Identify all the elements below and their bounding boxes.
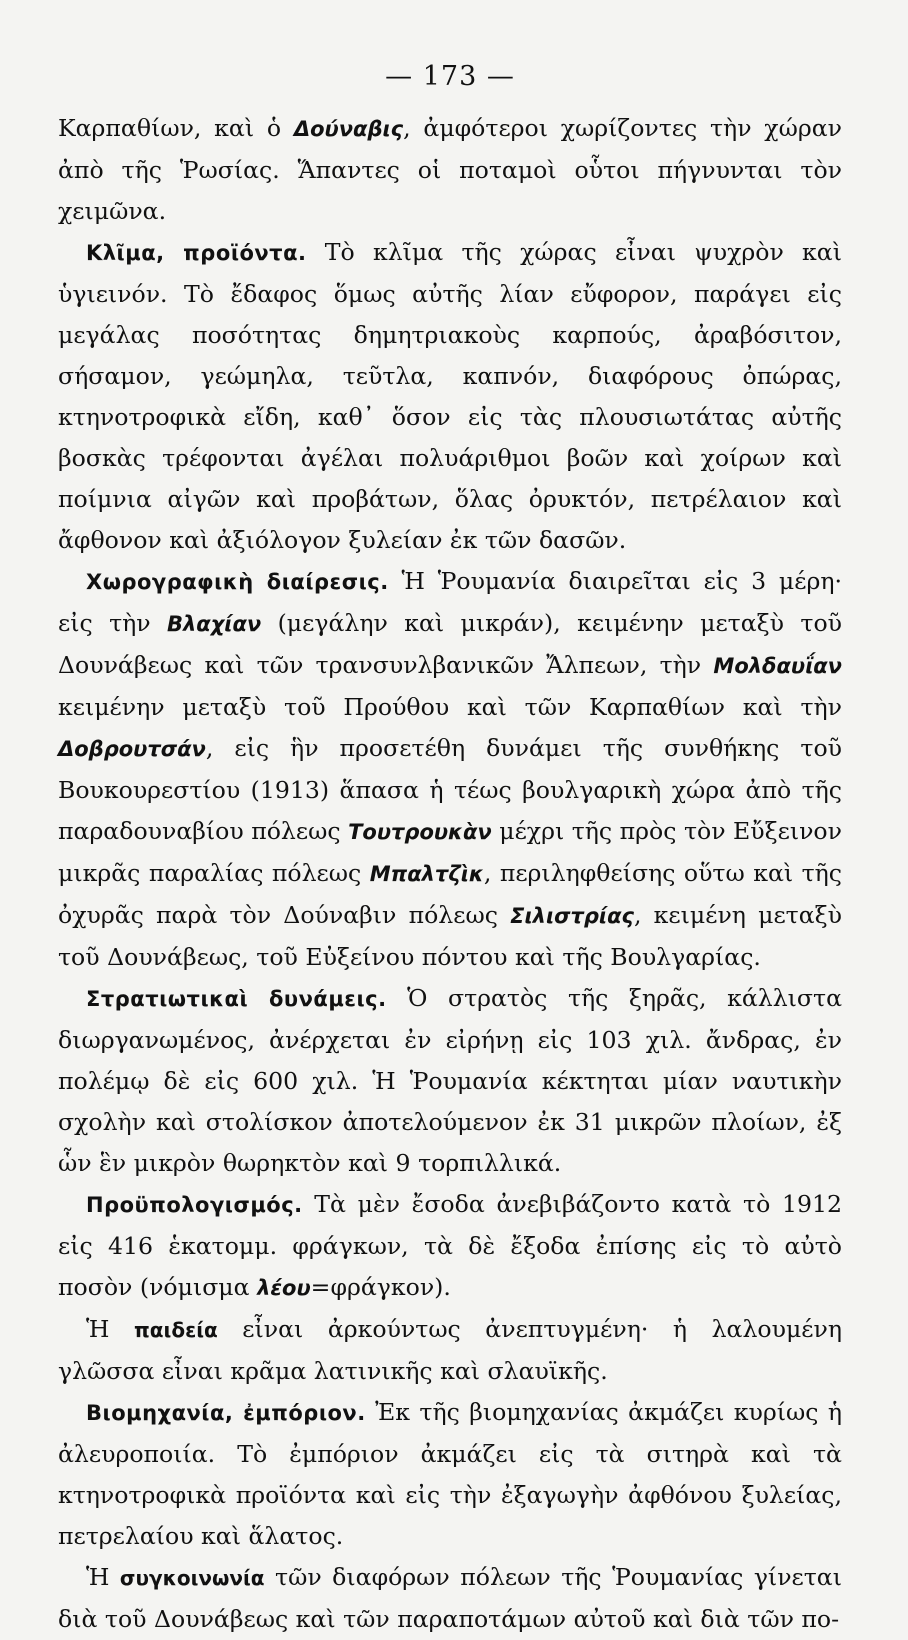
paragraph-p7 <box>58 1392 842 1557</box>
text-run: Τὰ μὲν ἔσοδα ἀνεβιβάζοντο κατὰ τὸ 1912 εἰς 416 ἑκατομμ. φράγκων, τὰ δὲ ἔξοδα ἐπίσης εἰς τὸ αὐτὸ ποσὸν (νόμισμα <box>58 1190 842 1301</box>
paragraph-p3 <box>58 561 842 978</box>
emphasized-term: συγκοινωνία <box>119 1566 265 1590</box>
place-name: Μπαλτζὶκ <box>369 862 484 886</box>
section-heading: Προϋπολογισμός. <box>86 1193 303 1217</box>
section-heading: Βιομηχανία, ἐμπόριον. <box>86 1401 366 1425</box>
text-run: Ἡ <box>86 1563 120 1591</box>
text-run: Ἡ <box>86 1315 134 1343</box>
place-name: Μολδαυΐαν <box>713 654 842 678</box>
paragraph-p1 <box>58 108 842 232</box>
text-run: Καρπαθίων, καὶ ὁ <box>58 114 294 142</box>
emphasized-term: παιδεία <box>133 1318 218 1342</box>
paragraph-p6 <box>58 1309 842 1392</box>
text-run: Ὁ στρατὸς τῆς ξηρᾶς, κάλλιστα διωργανωμένος, ἀνέρχεται ἐν εἰρήνῃ εἰς 103 χιλ. ἄνδρας, ἐν πολέμῳ δὲ εἰς 600 χιλ. Ἡ Ῥουμανία κέκτηται μίαν ναυτικὴν σχολὴν καὶ στολίσκον ἀποτελούμενον ἐκ 31 μικρῶν πλοίων, ἐξ ὧν ἓν μικρὸν θωρηκτὸν καὶ 9 τορπιλλικά. <box>58 984 843 1177</box>
text-run: Ἡ Ῥουμανία διαιρεῖται εἰς 3 μέρη· εἰς τὴν <box>58 567 842 637</box>
text-run: =φράγκον). <box>310 1273 451 1301</box>
paragraph-p4 <box>58 978 842 1184</box>
text-run: Ἐκ τῆς βιομηχανίας ἀκμάζει κυρίως ἡ ἀλευροποιία. Τὸ ἐμπόριον ἀκμάζει εἰς τὰ σιτηρὰ καὶ τὰ κτηνοτροφικὰ προϊόντα καὶ εἰς τὴν ἐξαγωγὴν ἀφθόνου ξυλείας, πετρελαίου καὶ ἅλατος. <box>58 1398 842 1550</box>
text-run: μέχρι τῆς πρὸς τὸν Εὔξεινον μικρᾶς παραλίας πόλεως <box>58 817 842 887</box>
body-text <box>58 108 842 1640</box>
place-name: λέου <box>257 1276 311 1300</box>
text-run: κειμένην μεταξὺ τοῦ Προύθου καὶ τῶν Καρπαθίων καὶ τὴν <box>58 693 842 721</box>
paragraph-p5 <box>58 1184 842 1309</box>
text-run: , περιληφθείσης οὕτω καὶ τῆς ὀχυρᾶς παρὰ τὸν Δούναβιν πόλεως <box>58 859 842 929</box>
place-name: Δούναβις <box>293 117 404 141</box>
section-heading: Στρατιωτικαὶ δυνάμεις. <box>86 987 387 1011</box>
place-name: Τουτρουκὰν <box>348 820 492 844</box>
paragraph-p8 <box>58 1557 842 1640</box>
section-heading: Κλῖμα, προϊόντα. <box>86 241 307 265</box>
section-heading: Χωρογραφικὴ διαίρεσις. <box>86 570 389 594</box>
text-run: (μεγάλην καὶ μικράν), κειμένην μεταξὺ τοῦ Δουνάβεως καὶ τῶν τρανσυνλβανικῶν Ἄλπεων, τὴν <box>58 609 842 679</box>
text-run: , ἀμφότεροι χωρίζοντες τὴν χώραν ἀπὸ τῆς Ῥωσίας. Ἅπαντες οἱ ποταμοὶ οὗτοι πήγνυνται τὸν χειμῶνα. <box>58 114 842 225</box>
text-run: , εἰς ἣν προσετέθη δυνάμει τῆς συνθήκης τοῦ Βουκουρεστίου (1913) ἅπασα ἡ τέως βουλγαρικὴ χώρα ἀπὸ τῆς παραδουναβίου πόλεως <box>58 734 842 845</box>
text-run: τῶν διαφόρων πόλεων τῆς Ῥουμανίας γίνεται διὰ τοῦ Δουνάβεως καὶ τῶν παραποτάμων αὐτοῦ καὶ διὰ τῶν πο- <box>58 1563 842 1633</box>
text-run: , κειμένη μεταξὺ τοῦ Δουνάβεως, τοῦ Εὐξείνου πόντου καὶ τῆς Βουλγαρίας. <box>58 901 843 971</box>
place-name: Δοβρουτσάν <box>58 737 206 761</box>
paragraph-p2 <box>58 232 842 561</box>
place-name: Βλαχίαν <box>167 612 262 636</box>
place-name: Σιλιστρίας <box>510 904 634 928</box>
text-run: Τὸ κλῖμα τῆς χώρας εἶναι ψυχρὸν καὶ ὑγιεινόν. Τὸ ἔδαφος ὅμως αὐτῆς λίαν εὔφορον, παράγει εἰς μεγάλας ποσότητας δημητριακοὺς καρπούς, ἀραβόσιτον, σήσαμον, γεώμηλα, τεῦτλα, καπνόν, διαφόρους ὀπώρας, κτηνοτροφικὰ εἴδη, καθ᾿ ὅσον εἰς τὰς πλουσιωτάτας αὐτῆς βοσκὰς τρέφονται ἀγέλαι πολυάριθμοι βοῶν καὶ χοίρων καὶ ποίμνια αἰγῶν καὶ προβάτων, ὅλας ὀρυκτόν, πετρέλαιον καὶ ἄφθονον καὶ ἀξιόλογον ξυλείαν ἐκ τῶν δασῶν. <box>58 238 842 554</box>
text-run: εἶναι ἀρκούντως ἀνεπτυγμένη· ἡ λαλουμένη γλῶσσα εἶναι κρᾶμα λατινικῆς καὶ σλαυϊκῆς. <box>58 1315 842 1385</box>
page-number: — 173 — <box>385 61 515 92</box>
